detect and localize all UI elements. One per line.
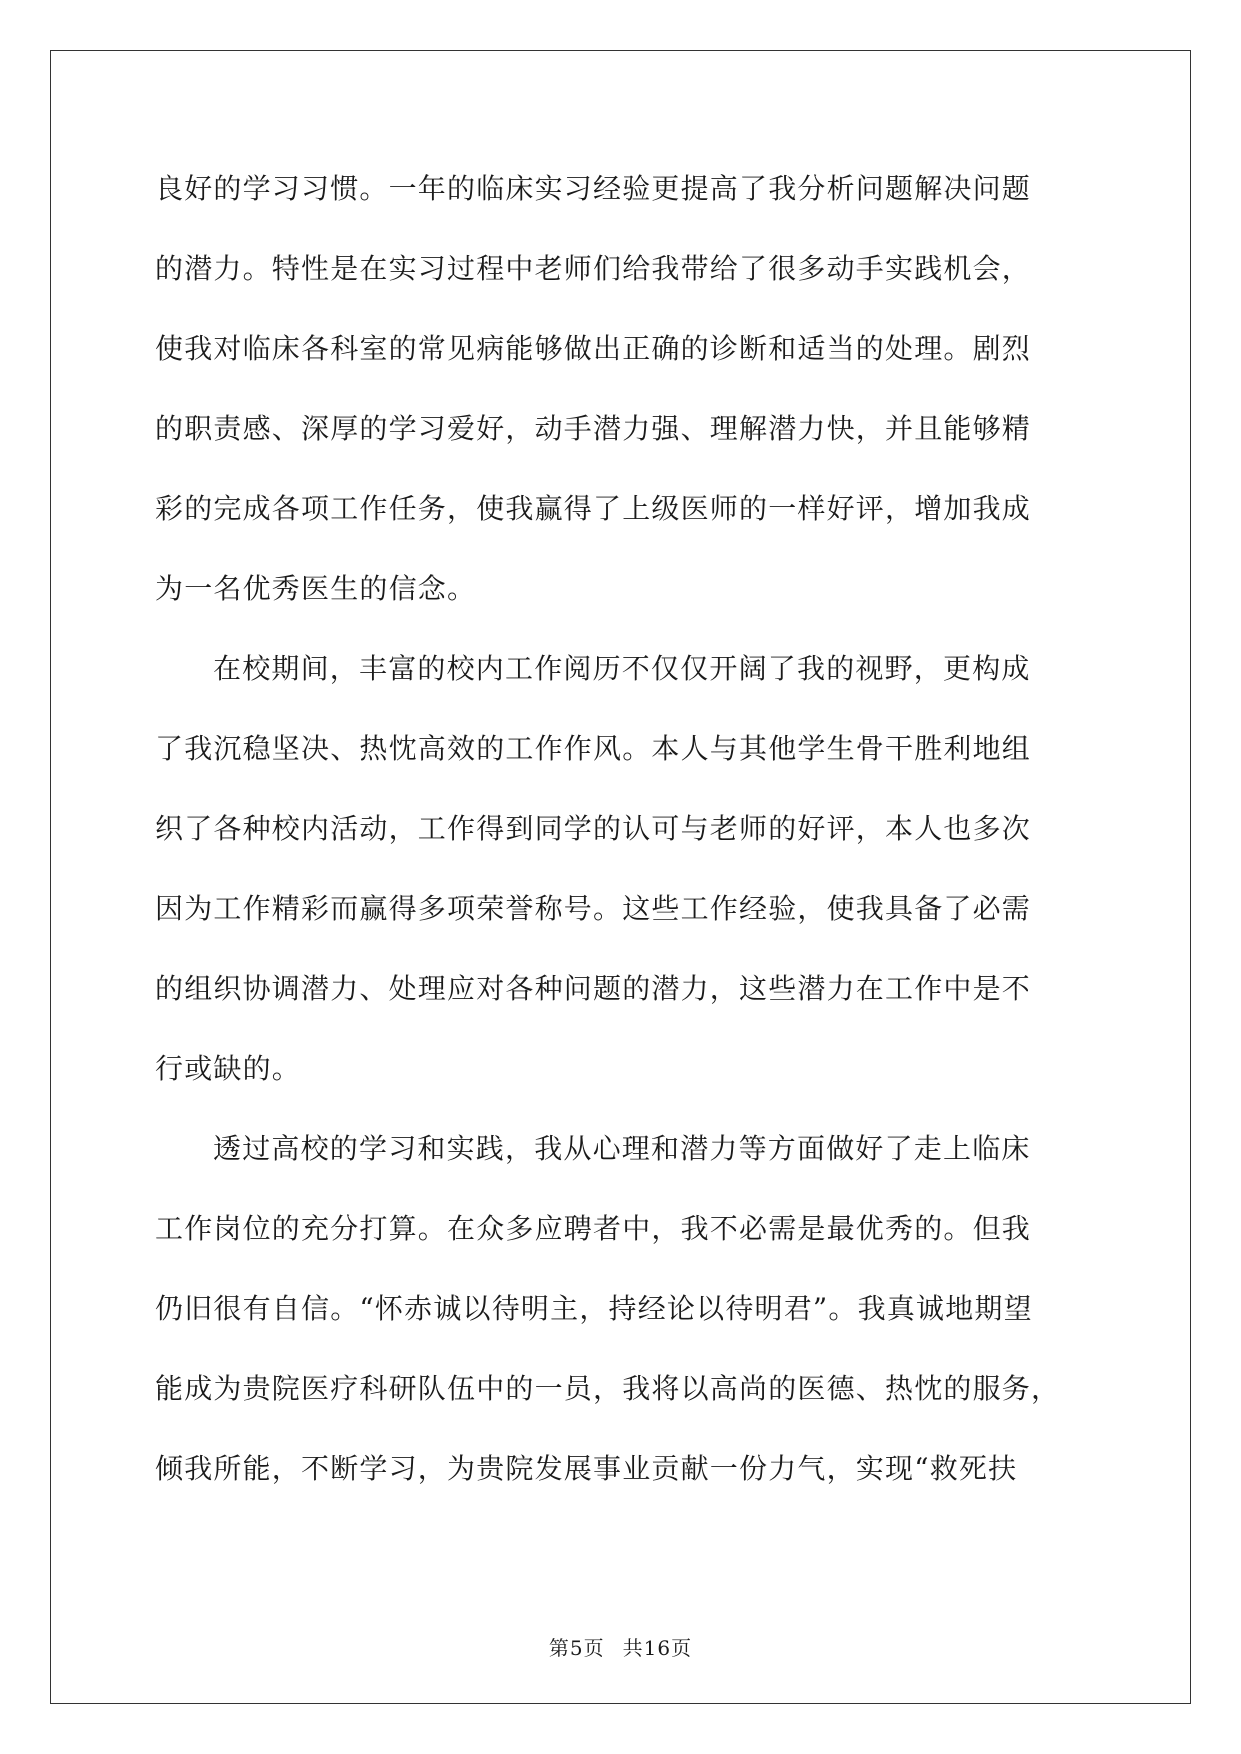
page-total: 共16页	[622, 1636, 693, 1660]
paragraph	[155, 1126, 1095, 1526]
text-line: 的潜力。特性是在实习过程中老师们给我带给了很多动手实践机会，	[155, 252, 1032, 285]
text-line: 透过高校的学习和实践，我从心理和潜力等方面做好了走上临床	[213, 1132, 1031, 1165]
text-line: 织了各种校内活动，工作得到同学的认可与老师的好评，本人也多次	[155, 812, 1032, 845]
text-line: 良好的学习习惯。一年的临床实习经验更提高了我分析问题解决问题	[155, 172, 1032, 205]
page-footer	[0, 1632, 1241, 1661]
text-line: 因为工作精彩而赢得多项荣誉称号。这些工作经验，使我具备了必需	[155, 892, 1032, 925]
text-line: 的职责感、深厚的学习爱好，动手潜力强、理解潜力快，并且能够精	[155, 412, 1032, 445]
text-line: 倾我所能，不断学习，为贵院发展事业贡献一份力气，实现“救死扶	[155, 1452, 1018, 1485]
text-line: 行或缺的。	[155, 1052, 302, 1085]
paragraph	[155, 166, 1095, 646]
text-line: 的组织协调潜力、处理应对各种问题的潜力，这些潜力在工作中是不	[155, 972, 1032, 1005]
text-line: 能成为贵院医疗科研队伍中的一员，我将以高尚的医德、热忱的服务，	[155, 1372, 1061, 1405]
text-line: 工作岗位的充分打算。在众多应聘者中，我不必需是最优秀的。但我	[155, 1212, 1032, 1245]
document-body	[155, 166, 1095, 1526]
text-line: 在校期间，丰富的校内工作阅历不仅仅开阔了我的视野，更构成	[213, 652, 1031, 685]
text-line: 为一名优秀医生的信念。	[155, 572, 477, 605]
text-line: 了我沉稳坚决、热忱高效的工作作风。本人与其他学生骨干胜利地组	[155, 732, 1032, 765]
page-number: 第5页	[548, 1636, 605, 1660]
paragraph	[155, 646, 1095, 1126]
text-line: 彩的完成各项工作任务，使我赢得了上级医师的一样好评，增加我成	[155, 492, 1032, 525]
text-line: 仍旧很有自信。“怀赤诚以待明主，持经论以待明君”。我真诚地期望	[155, 1292, 1033, 1325]
text-line: 使我对临床各科室的常见病能够做出正确的诊断和适当的处理。剧烈	[155, 332, 1032, 365]
